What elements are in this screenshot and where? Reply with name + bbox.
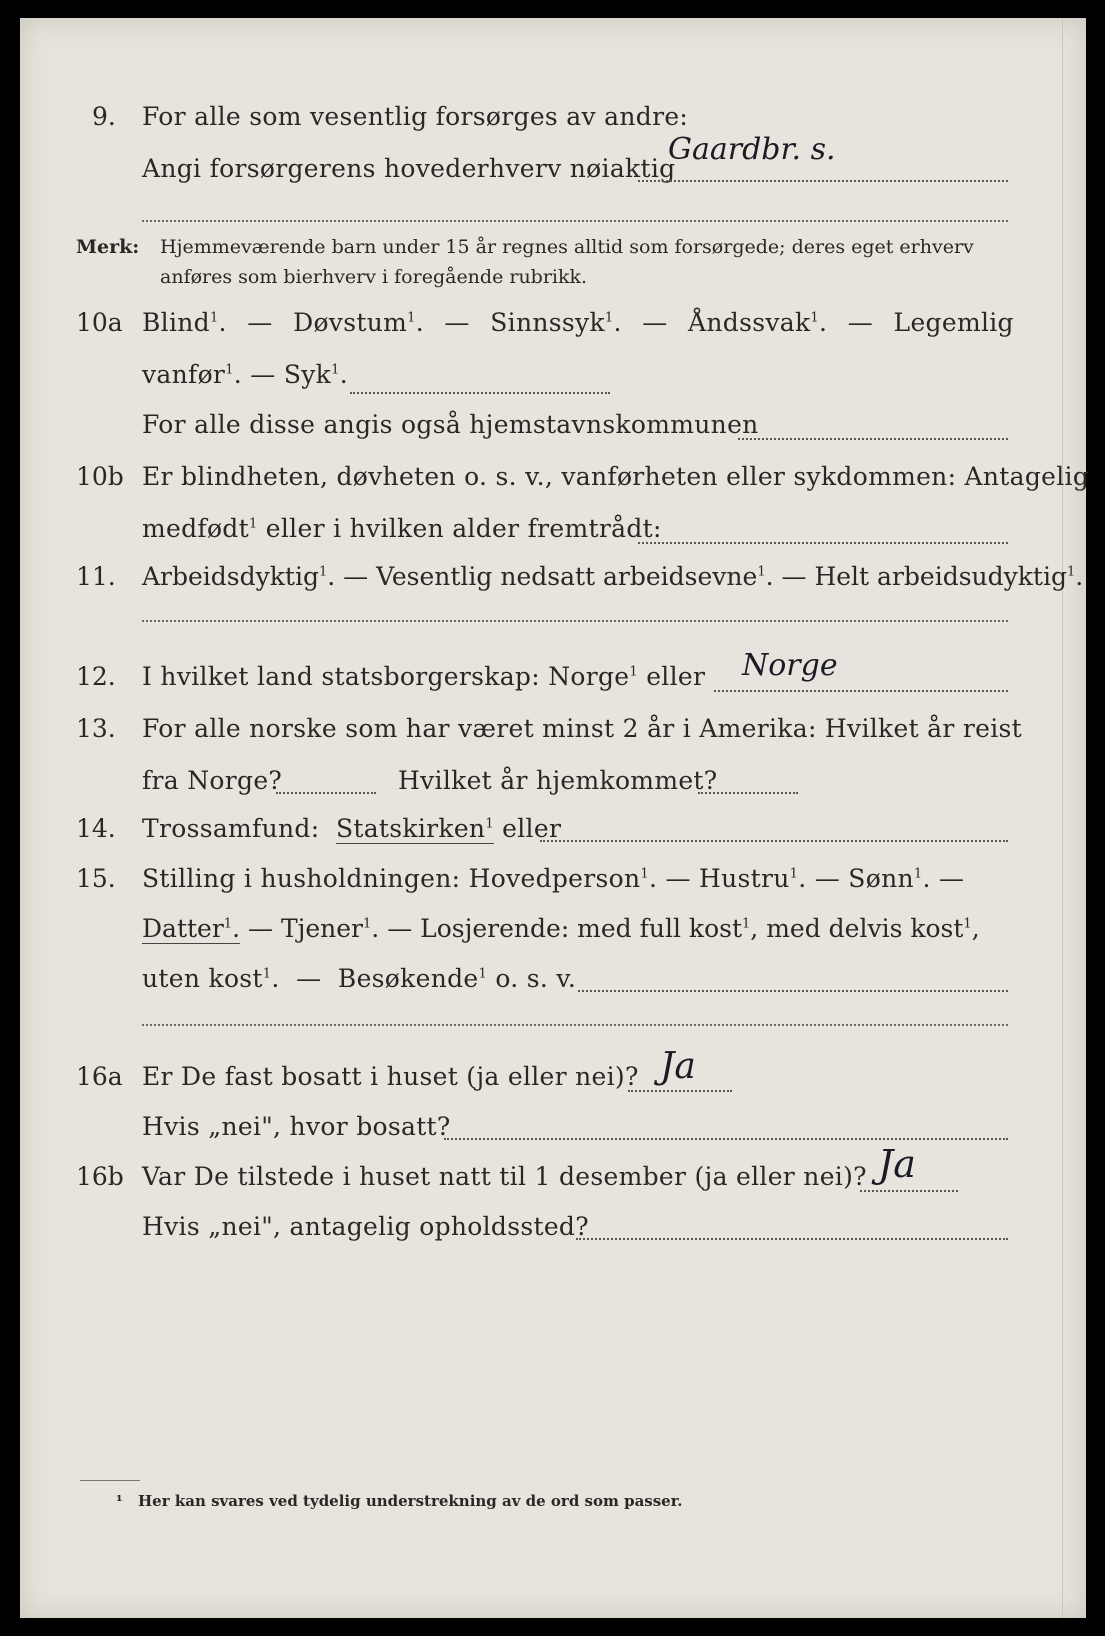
- q10a-line2: vanfør$^1$. — Syk$^1$.: [142, 360, 348, 389]
- q16a-bosatt-line: [444, 1138, 1008, 1140]
- q16b-line2: Hvis „nei", antagelig opholdssted?: [142, 1212, 589, 1241]
- q15-number: 15.: [76, 864, 116, 893]
- q15-stilling: Stilling i husholdningen: Hovedperson: [142, 864, 641, 893]
- q10a-line3: For alle disse angis også hjemstavnskommunen: [142, 410, 759, 439]
- footnote-ref: 1: [640, 866, 649, 882]
- footnote-ref: 1: [318, 564, 328, 580]
- q14-line: [142, 814, 561, 843]
- q10a-line1: Blind$^1$. — Døvstum$^1$. — Sinnssyk$^1$. — Åndssvak$^1$. — Legemlig: [142, 308, 1014, 337]
- q13-number: 13.: [76, 714, 116, 743]
- q15-answer-line: [578, 990, 1008, 992]
- footnote-ref: 1: [262, 966, 272, 982]
- q14-statskirken-underlined: [336, 814, 494, 844]
- q10b-line1: Er blindheten, døvheten o. s. v., vanførheten eller sykdommen: Antagelig: [142, 462, 1090, 491]
- q15-sonn: Sønn: [848, 864, 914, 893]
- q15-line1: Stilling i husholdningen: Hovedperson$^1$. — Hustru$^1$. — Sønn$^1$. —: [142, 864, 965, 893]
- q16a-line2: Hvis „nei", hvor bosatt?: [142, 1112, 451, 1141]
- q15-hustru: Hustru: [699, 864, 790, 893]
- q10a-syk-line: [350, 392, 610, 394]
- q10b-line2: [142, 514, 662, 543]
- q10a-hjemstavn-line: [738, 438, 1008, 440]
- q12-text: I hvilket land statsborgerskap: Norge: [142, 662, 630, 691]
- q15-line3: uten kost$^1$. — Besøkende$^1$ o. s. v.: [142, 964, 577, 993]
- q10b-line2-rest: eller i hvilken alder fremtrådt:: [265, 514, 662, 543]
- q11-udyktig: Helt arbeidsudyktig: [814, 562, 1067, 591]
- merk-line1: Hjemmeværende barn under 15 år regnes alltid som forsørgede; deres eget erhverv: [160, 236, 974, 258]
- q16a-answer-line: [628, 1090, 732, 1092]
- page-fold: [1062, 18, 1063, 1618]
- q9-number: 9.: [92, 102, 116, 131]
- q10b-answer-line: [638, 542, 1008, 544]
- q13-hjemkommet-line: [698, 792, 798, 794]
- q9-answer-line: [638, 180, 1008, 182]
- footnote-ref: 1: [604, 310, 614, 326]
- q11-arbeidsdyktig: Arbeidsdyktig: [142, 562, 319, 591]
- q16b-number: 16b: [76, 1162, 124, 1191]
- q11-extra-line: [142, 620, 1008, 622]
- footnote-ref: 1: [478, 966, 488, 982]
- q11-number: 11.: [76, 562, 116, 591]
- q11-nedsatt: Vesentlig nedsatt arbeidsevne: [376, 562, 758, 591]
- merk-line2: anføres som bierhverv i foregående rubrikk.: [160, 266, 588, 288]
- q13-line2b: Hvilket år hjemkommet?: [398, 766, 718, 795]
- q10b-number: 10b: [76, 462, 124, 491]
- footnote-ref: 1: [629, 664, 638, 680]
- footnote-ref: 1: [209, 310, 219, 326]
- footnote-mark: ¹: [116, 1492, 123, 1510]
- q15-extra-line: [142, 1024, 1008, 1026]
- q10a-andssvak: Åndssvak: [688, 308, 811, 337]
- q14-statskirken: Statskirken: [335, 814, 486, 843]
- q14-label: Trossamfund:: [142, 814, 320, 843]
- q16a-handwritten-answer: Ja: [660, 1046, 696, 1087]
- q15-line2: Datter$^1$. — Tjener$^1$. — Losjerende: med full kost$^1$, med delvis kost$^1$,: [142, 914, 980, 943]
- footnote-ref: 1: [407, 310, 416, 326]
- q16b-opholdssted-line: [576, 1238, 1008, 1240]
- q10a-sinnssyk: Sinnssyk: [490, 308, 605, 337]
- footnote-text: Her kan svares ved tydelig understrekning av de ord som passer.: [138, 1492, 683, 1510]
- footnote-ref: 1: [248, 516, 258, 532]
- footnote-ref: 1: [363, 916, 372, 932]
- footnote-ref: 1: [963, 916, 972, 932]
- q10a-blind: Blind: [142, 308, 210, 337]
- footnote-ref: 1: [223, 916, 233, 932]
- q15-osv: o. s. v.: [495, 964, 577, 993]
- footnote-ref: 1: [789, 866, 799, 882]
- q13-line1: For alle norske som har været minst 2 år i Amerika: Hvilket år reist: [142, 714, 1023, 743]
- q9-extra-line: [142, 220, 1008, 222]
- q11-line: Arbeidsdyktig$^1$. — Vesentlig nedsatt arbeidsevne$^1$. — Helt arbeidsudyktig$^1$.: [142, 562, 1084, 591]
- q10a-syk: Syk: [283, 360, 332, 389]
- q12-answer-line: [714, 690, 1008, 692]
- q15-tjener: Tjener: [280, 914, 364, 943]
- footnote-ref: 1: [331, 362, 340, 378]
- q15-besokende: Besøkende: [337, 964, 479, 993]
- footnote-ref: 1: [742, 916, 751, 932]
- q12-number: 12.: [76, 662, 116, 691]
- q16b-line1: Var De tilstede i huset natt til 1 desember (ja eller nei)?: [142, 1162, 867, 1191]
- q13-reist-line: [276, 792, 376, 794]
- q15-delvis: med delvis kost: [766, 914, 964, 943]
- footnote-separator: [80, 1480, 140, 1481]
- merk-label: Merk:: [76, 236, 140, 258]
- q16a-line1: Er De fast bosatt i huset (ja eller nei)?: [142, 1062, 639, 1091]
- footnote-ref: 1: [225, 362, 234, 378]
- footnote-ref: 1: [1066, 564, 1076, 580]
- footnote-ref: 1: [810, 310, 819, 326]
- q10a-number: 10a: [76, 308, 123, 337]
- q12-handwritten-answer: Norge: [742, 648, 838, 683]
- footnote-ref: 1: [757, 564, 766, 580]
- q14-number: 14.: [76, 814, 116, 843]
- q15-datter-underlined: Datter$^1$.: [142, 914, 241, 943]
- footnote-ref: 1: [485, 816, 494, 832]
- q15-uten: uten kost: [142, 964, 263, 993]
- q16b-handwritten-answer: Ja: [878, 1142, 916, 1186]
- q9-handwritten-answer: Gaardbr. s.: [668, 132, 836, 167]
- q10a-vanfor: vanfør: [142, 360, 226, 389]
- q9-line1: For alle som vesentlig forsørges av andre:: [142, 102, 689, 131]
- q12-eller: eller: [646, 662, 706, 691]
- census-form-page: [20, 18, 1090, 1618]
- q10a-legemlig: Legemlig: [893, 308, 1014, 337]
- q15-datter: Datter: [142, 914, 224, 943]
- q13-line2a: fra Norge?: [142, 766, 283, 795]
- q14-eller: eller: [502, 814, 562, 843]
- q10b-medfodt: medfødt: [142, 514, 249, 543]
- q16b-answer-line: [860, 1190, 958, 1192]
- q10a-dovstum: Døvstum: [293, 308, 408, 337]
- q12-line: [142, 662, 705, 691]
- q9-line2: Angi forsørgerens hovederhverv nøiaktig: [142, 154, 676, 183]
- q16a-number: 16a: [76, 1062, 123, 1091]
- footnote-ref: 1: [913, 866, 923, 882]
- q15-losjerende: Losjerende: med full kost: [420, 914, 743, 943]
- q14-answer-line: [540, 840, 1008, 842]
